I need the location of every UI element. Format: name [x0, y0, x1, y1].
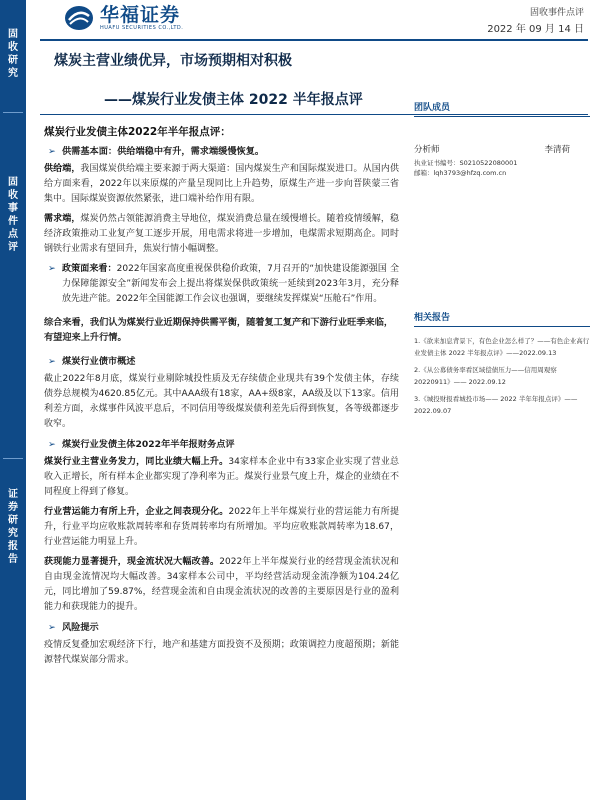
analyst-row: [414, 143, 590, 155]
report-title: 煤炭主营业绩优异，市场预期相对积极: [54, 53, 292, 69]
analyst-email[interactable]: 邮箱：lqh3793@hfzq.com.cn: [414, 169, 507, 177]
paragraph-revenue: 煤炭行业主营业务发力，同比业绩大幅上升。34家样本企业中有33家企业实现了营业总收入正增长，所有样本企业都实现了净利率为正。煤炭行业景气度上升，煤企的业绩在不同程度上得到了修复。: [44, 457, 399, 497]
company-logo: [64, 3, 183, 33]
analyst-label: 分析师: [414, 145, 440, 155]
paragraph-supply: 供给端，我国煤炭供给端主要来源于两大渠道：国内煤炭生产和国际煤炭进口。从国内供给方面来看，2022年以来原煤的产量呈现同比上升趋势，原煤生产进一步向晋陕蒙三省集中。国际煤炭资源依然紧张，进口端补给作用有限。: [44, 164, 399, 204]
main-content: [44, 125, 399, 673]
arrow-bullet-icon: ➢: [48, 622, 56, 633]
related-reports-panel: [414, 310, 590, 422]
section-bond-market-overview: ➢ 煤炭行业债市概述: [48, 356, 136, 367]
related-heading: 相关报告: [414, 310, 590, 327]
sidebar-label-event-review: 固 收 事 件 点 评: [8, 177, 18, 253]
sidebar-label-fixed-income-research: 固 收 研 究: [8, 29, 18, 79]
section-financial-review: ➢ 煤炭行业发债主体2022年半年报财务点评: [48, 439, 235, 450]
paragraph-cashflow: 获现能力显著提升，现金流状况大幅改善。2022年上半年煤炭行业的经营现金流状况和自由现金流情况均大幅改善。34家样本公司中，平均经营活动现金流净额为104.24亿元，同比增加了59.87%，经营现金流和自由现金流状况的改善的主要原因是行业的盈利能力和获现能力的提升。: [44, 557, 399, 612]
document-date: 2022 年 09 月 14 日: [487, 24, 584, 35]
header-divider: [40, 39, 588, 41]
arrow-bullet-icon: ➢: [48, 146, 56, 157]
team-heading: 团队成员: [414, 100, 590, 117]
paragraph-demand: 需求端，煤炭仍然占领能源消费主导地位，煤炭消费总量在缓慢增长。随着疫情缓解，稳经济政策推动工业复产复工逐步开展，用电需求将进一步增加，电煤需求短期高企。同时钢铁行业需求有望回升，焦炭行情小幅调整。: [44, 214, 399, 254]
sidebar-divider: [3, 112, 23, 113]
logo-chinese-name: 华福证券: [100, 3, 181, 26]
analyst-name: 李清荷: [544, 145, 570, 155]
sidebar-label-securities-report: 证 券 研 究 报 告: [8, 489, 18, 565]
related-report-item[interactable]: 2.《从公募债务率看区域偿债压力——信用周观察 20220911》—— 2022.09.12: [414, 366, 557, 386]
arrow-bullet-icon: ➢: [48, 439, 56, 450]
bullet-supply-demand: ➢ 供需基本面：供给端稳中有升，需求端缓慢恢复。: [48, 146, 265, 157]
team-panel: [414, 100, 590, 178]
arrow-bullet-icon: ➢: [48, 356, 56, 367]
sidebar-divider: [3, 458, 23, 459]
arrow-bullet-icon: ➢: [48, 263, 56, 274]
section-risk-warning: ➢ 风险提示: [48, 622, 99, 633]
left-sidebar: [0, 0, 26, 800]
paragraph-risks: 疫情反复叠加宏观经济下行，地产和基建方面投资不及预期；政策调控力度超预期；新能源替代煤炭部分需求。: [44, 640, 399, 665]
paragraph-bond-market: 截止2022年8月底，煤炭行业剔除城投性质及无存续债企业现共有39个发债主体，存续债券总规模为4620.85亿元。其中AAA级有18家，AA+级8家，AA级及以下13家。信用利差方面，永煤事件风波平息后，不同信用等级煤炭债利差先后得到恢复，各等级都逐步收窄。: [44, 374, 399, 429]
logo-icon: [64, 4, 94, 32]
document-type: 固收事件点评: [529, 8, 584, 18]
paragraph-operations: 行业营运能力有所上升，企业之间表现分化。2022年上半年煤炭行业的营运能力有所提升，行业平均应收账款周转率和存货周转率均有所增加。平均应收账款周转率为18.67，行业营运能力明显上升。: [44, 507, 399, 547]
summary-paragraph: 综合来看，我们认为煤炭行业近期保持供需平衡，随着复工复产和下游行业旺季来临，有望迎来上升行情。: [44, 317, 394, 343]
analyst-cert: 执业证书编号：S0210522080001: [414, 159, 518, 167]
report-subtitle: ——煤炭行业发债主体 2022 半年报点评: [104, 92, 363, 108]
section-heading-review: 煤炭行业发债主体2022年半年报点评：: [44, 126, 231, 138]
bullet-policy: ➢ 政策面来看：2022年国家高度重视保供稳价政策，7月召开的“加快建设能源强国 全力保障能源安全”新闻发布会上提出将煤炭保供政策统一延续到2023年3月，充分释放先进产能。2022年全国能源工作会议也强调，要继续发挥煤炭“压舱石”作用。: [48, 263, 399, 304]
related-report-item[interactable]: 3.《城投财报看城投市场—— 2022 半年年报点评》—— 2022.09.07: [414, 395, 578, 415]
related-report-item[interactable]: 1.《欲来加息背景下，有色企业怎么样了？——有色企业高行业发债主体 2022 半年报点评》——2022.09.13: [414, 337, 590, 357]
logo-english-name: HUAFU SECURITIES CO.,LTD.: [100, 24, 184, 31]
